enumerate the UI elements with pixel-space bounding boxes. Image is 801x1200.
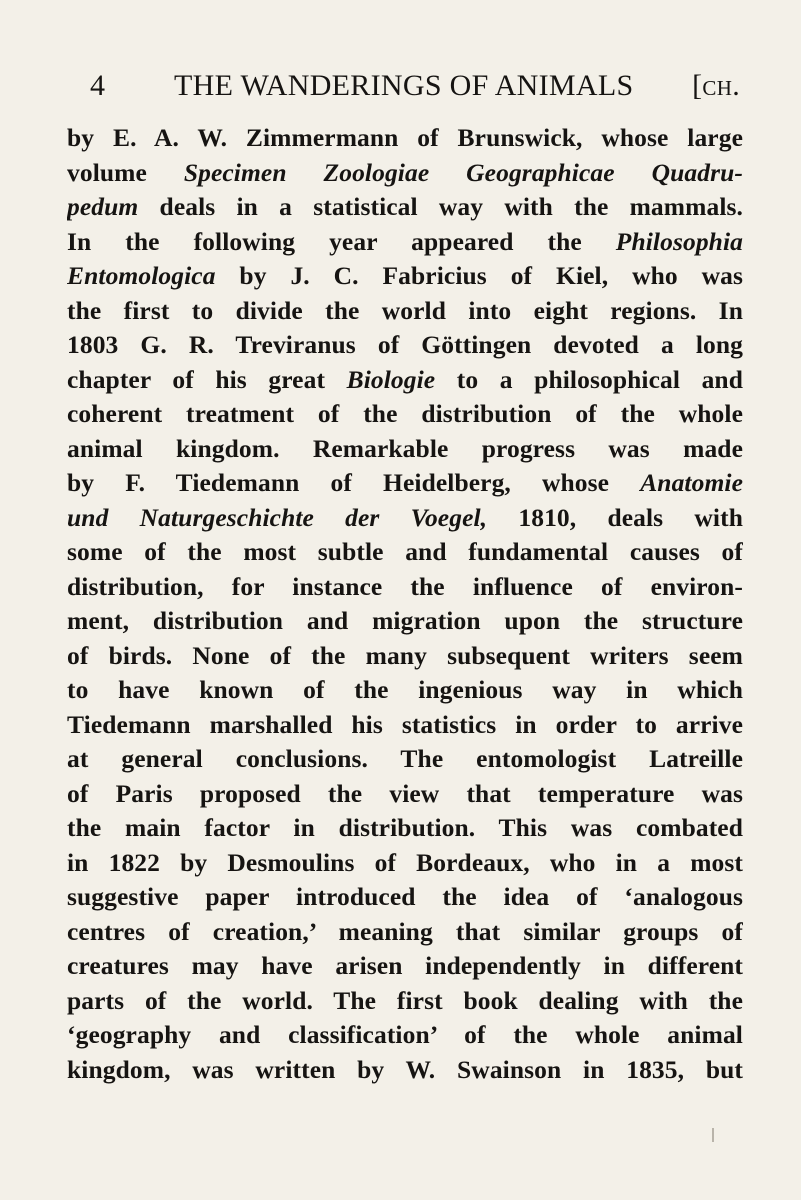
- line-text: suggestive paper introduced the idea of ‘analogous: [67, 882, 743, 911]
- page-smudge-mark: [712, 1128, 714, 1142]
- line-text: distribution, for instance the influence of environ-: [67, 571, 743, 601]
- text-line: [67, 777, 743, 812]
- line-text: at general conclusions. The entomologist Latreille: [67, 744, 743, 773]
- running-head: [90, 66, 740, 106]
- line-text: chapter of his great: [67, 364, 347, 394]
- text-line: [67, 259, 743, 294]
- page-number: 4: [90, 69, 106, 102]
- line-text: parts of the world. The first book dealing with the: [67, 985, 743, 1015]
- text-line: [67, 328, 743, 363]
- line-text: kingdom, was written by W. Swainson in 1835, but: [67, 1054, 743, 1084]
- italic-title-text: Specimen Zoologiae Geographicae Quadru-: [183, 157, 743, 187]
- text-line: [67, 639, 743, 674]
- text-line: [67, 466, 743, 501]
- line-text: ‘geography and classification’ of the whole animal: [67, 1020, 743, 1049]
- text-line: [67, 501, 743, 536]
- text-line: [67, 604, 743, 639]
- line-text: creatures may have arisen independently in different: [67, 951, 743, 980]
- text-line: [67, 949, 743, 984]
- line-text: 1803 G. R. Treviranus of Göttingen devoted a long: [67, 330, 743, 359]
- line-text: the first to divide the world into eight regions. In: [67, 295, 743, 325]
- text-line: [67, 708, 743, 743]
- text-line: [67, 673, 743, 708]
- italic-title-text: Philosophia: [615, 226, 743, 256]
- line-text: ment, distribution and migration upon the structure: [67, 606, 743, 635]
- text-line: [67, 432, 743, 467]
- line-text: to have known of the ingenious way in which: [67, 675, 743, 704]
- italic-title-text: Anatomie: [640, 468, 743, 497]
- chapter-marker: [ch.: [692, 69, 740, 102]
- text-line: [67, 225, 743, 260]
- line-text: in 1822 by Desmoulins of Bordeaux, who in a most: [67, 847, 743, 877]
- text-line: [67, 397, 743, 432]
- line-text: to a philosophical and: [435, 364, 743, 394]
- line-text: the main factor in distribution. This was combated: [67, 813, 743, 842]
- text-line: [67, 915, 743, 950]
- text-line: [67, 363, 743, 398]
- line-text: by E. A. W. Zimmermann of Brunswick, whose large: [67, 123, 743, 152]
- text-line: [67, 846, 743, 881]
- running-title: THE WANDERINGS OF ANIMALS: [174, 69, 634, 102]
- line-text: 1810, deals with: [487, 502, 743, 532]
- text-line: [67, 984, 743, 1019]
- line-text: by F. Tiedemann of Heidelberg, whose: [67, 468, 641, 497]
- text-line: [67, 294, 743, 329]
- text-line: [67, 811, 743, 846]
- text-line: [67, 190, 743, 225]
- line-text: by J. C. Fabricius of Kiel, who was: [215, 261, 743, 290]
- italic-title-text: pedum: [67, 192, 139, 221]
- line-text: volume: [67, 157, 184, 187]
- italic-title-text: Biologie: [346, 364, 436, 394]
- line-text: deals in a statistical way with the mammals.: [138, 192, 743, 221]
- italic-title-text: und Naturgeschichte der Voegel,: [67, 502, 488, 532]
- line-text: Tiedemann marshalled his statistics in order to arrive: [67, 709, 743, 739]
- line-text: of birds. None of the many subsequent writers seem: [67, 640, 743, 670]
- line-text: of Paris proposed the view that temperature was: [67, 778, 743, 808]
- text-line: [67, 535, 743, 570]
- body-text: [67, 121, 743, 1087]
- line-text: animal kingdom. Remarkable progress was made: [67, 433, 743, 463]
- text-line: [67, 121, 743, 156]
- line-text: In the following year appeared the: [67, 226, 616, 256]
- text-line: [67, 1018, 743, 1053]
- italic-title-text: Entomologica: [67, 261, 216, 290]
- line-text: coherent treatment of the distribution of the whole: [67, 399, 743, 428]
- line-text: some of the most subtle and fundamental causes of: [67, 537, 743, 566]
- text-line: [67, 1053, 743, 1088]
- line-text: centres of creation,’ meaning that similar groups of: [67, 916, 743, 946]
- text-line: [67, 570, 743, 605]
- text-line: [67, 156, 743, 191]
- text-line: [67, 742, 743, 777]
- text-line: [67, 880, 743, 915]
